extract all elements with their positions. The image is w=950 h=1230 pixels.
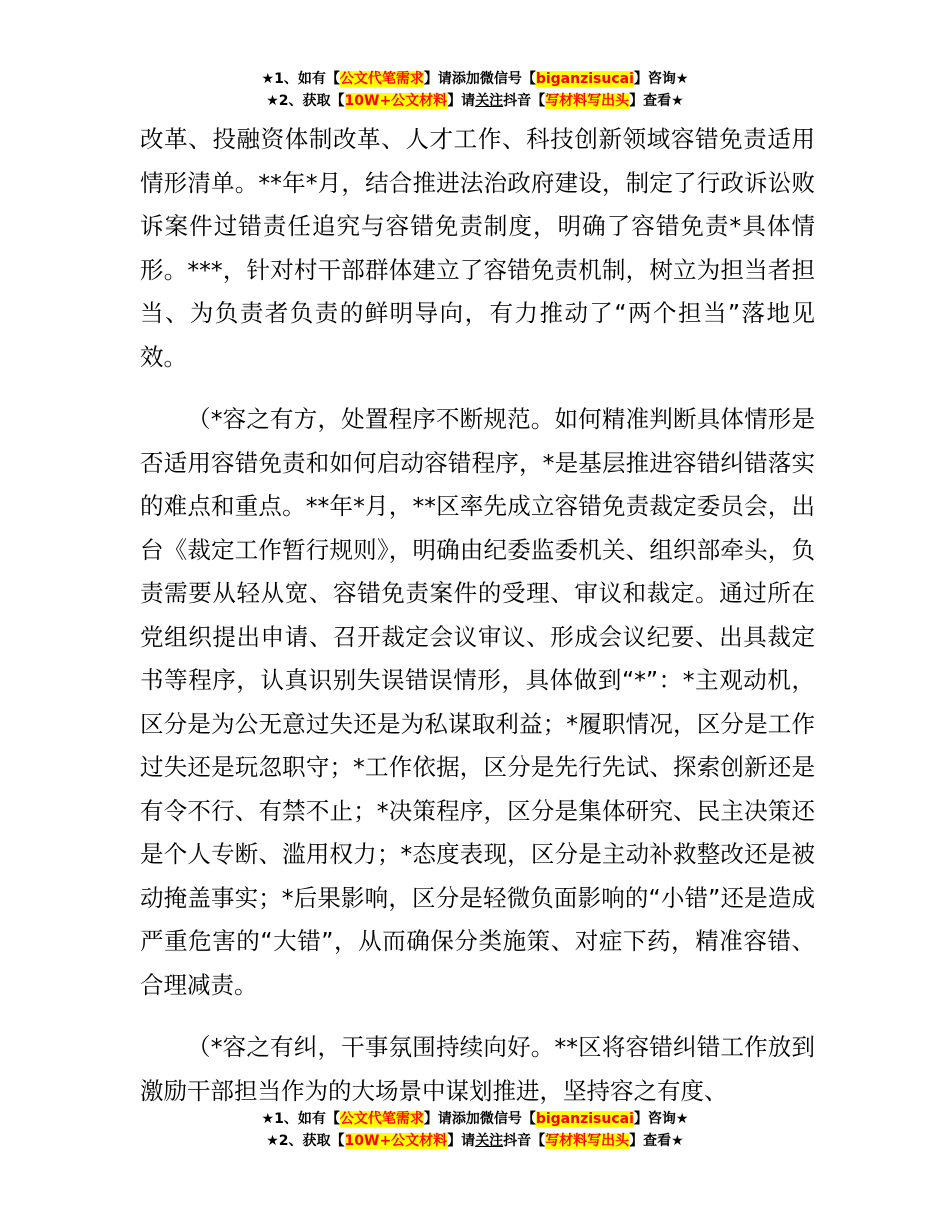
banner-text: ★1、如有【 (261, 71, 340, 87)
banner-line-2 (0, 1130, 950, 1152)
banner-text: ★2、获取【 (266, 93, 345, 109)
banner-text: 抖音【 (503, 1133, 546, 1149)
banner-text: 】查看★ (629, 93, 684, 109)
header-banner (0, 68, 950, 112)
banner-highlight-douyin: 写材料写出头 (545, 93, 630, 109)
banner-highlight: 10W+公文材料 (344, 1133, 448, 1149)
banner-underlined-text: 关注 (475, 1133, 504, 1149)
banner-line-2 (0, 90, 950, 112)
banner-highlight-wechat-id: biganzisucai (535, 71, 634, 87)
banner-text: ★2、获取【 (266, 1133, 345, 1149)
paragraph-2: （*容之有方，处置程序不断规范。如何精准判断具体情形是否适用容错免责和如何启动容错程序，*是基层推进容错纠错落实的难点和重点。**年*月，**区率先成立容错免责裁定委员会，出台《裁定工作暂行规则》，明确由纪委监委机关、组织部牵头，负责需要从轻从宽、容错免责案件的受理、审议和裁定。通过所在党组织提出申请、召开裁定会议审议、形成会议纪要、出具裁定书等程序，认真识别失误错误情形，具体做到“*”：*主观动机，区分是为公无意过失还是为私谋取利益；*履职情况，区分是工作过失还是玩忽职守；*工作依据，区分是先行先试、探索创新还是有令不行、有禁不止；*决策程序，区分是集体研究、民主决策还是个人专断、滥用权力；*态度表现，区分是主动补救整改还是被动掩盖事实；*后果影响，区分是轻微负面影响的“小错”还是造成严重危害的“大错”，从而确保分类施策、对症下药，精准容错、合理减责。 (140, 405, 815, 999)
banner-line-1 (0, 68, 950, 90)
paragraph-1: 改革、投融资体制改革、人才工作、科技创新领域容错免责适用情形清单。**年*月，结合推进法治政府建设，制定了行政诉讼败诉案件过错责任追究与容错免责制度，明确了容错免责*具体情形。***，针对村干部群体建立了容错免责机制，树立为担当者担当、为负责者负责的鲜明导向，有力推动了“两个担当”落地见效。 (140, 125, 815, 371)
banner-text: ★1、如有【 (261, 1111, 340, 1127)
banner-text: 】咨询★ (633, 1111, 689, 1127)
banner-highlight-douyin: 写材料写出头 (545, 1133, 630, 1149)
banner-text: 】咨询★ (633, 71, 689, 87)
banner-highlight: 公文代笔需求 (339, 1111, 424, 1127)
footer-banner (0, 1108, 950, 1152)
paragraph-3: （*容之有纠，干事氛围持续向好。**区将容错纠错工作放到激励干部担当作为的大场景中谋划推进，坚持容之有度、 (140, 1033, 815, 1105)
banner-text: 】请添加微信号【 (423, 1111, 536, 1127)
banner-text: 】请添加微信号【 (423, 71, 536, 87)
document-body (140, 118, 815, 1113)
banner-text: 】请 (447, 1133, 476, 1149)
banner-highlight: 公文代笔需求 (339, 71, 424, 87)
banner-underlined-text: 关注 (475, 93, 504, 109)
banner-text: 抖音【 (503, 93, 546, 109)
banner-highlight: 10W+公文材料 (344, 93, 448, 109)
banner-highlight-wechat-id: biganzisucai (535, 1111, 634, 1127)
banner-text: 】请 (447, 93, 476, 109)
banner-text: 】查看★ (629, 1133, 684, 1149)
banner-line-1 (0, 1108, 950, 1130)
